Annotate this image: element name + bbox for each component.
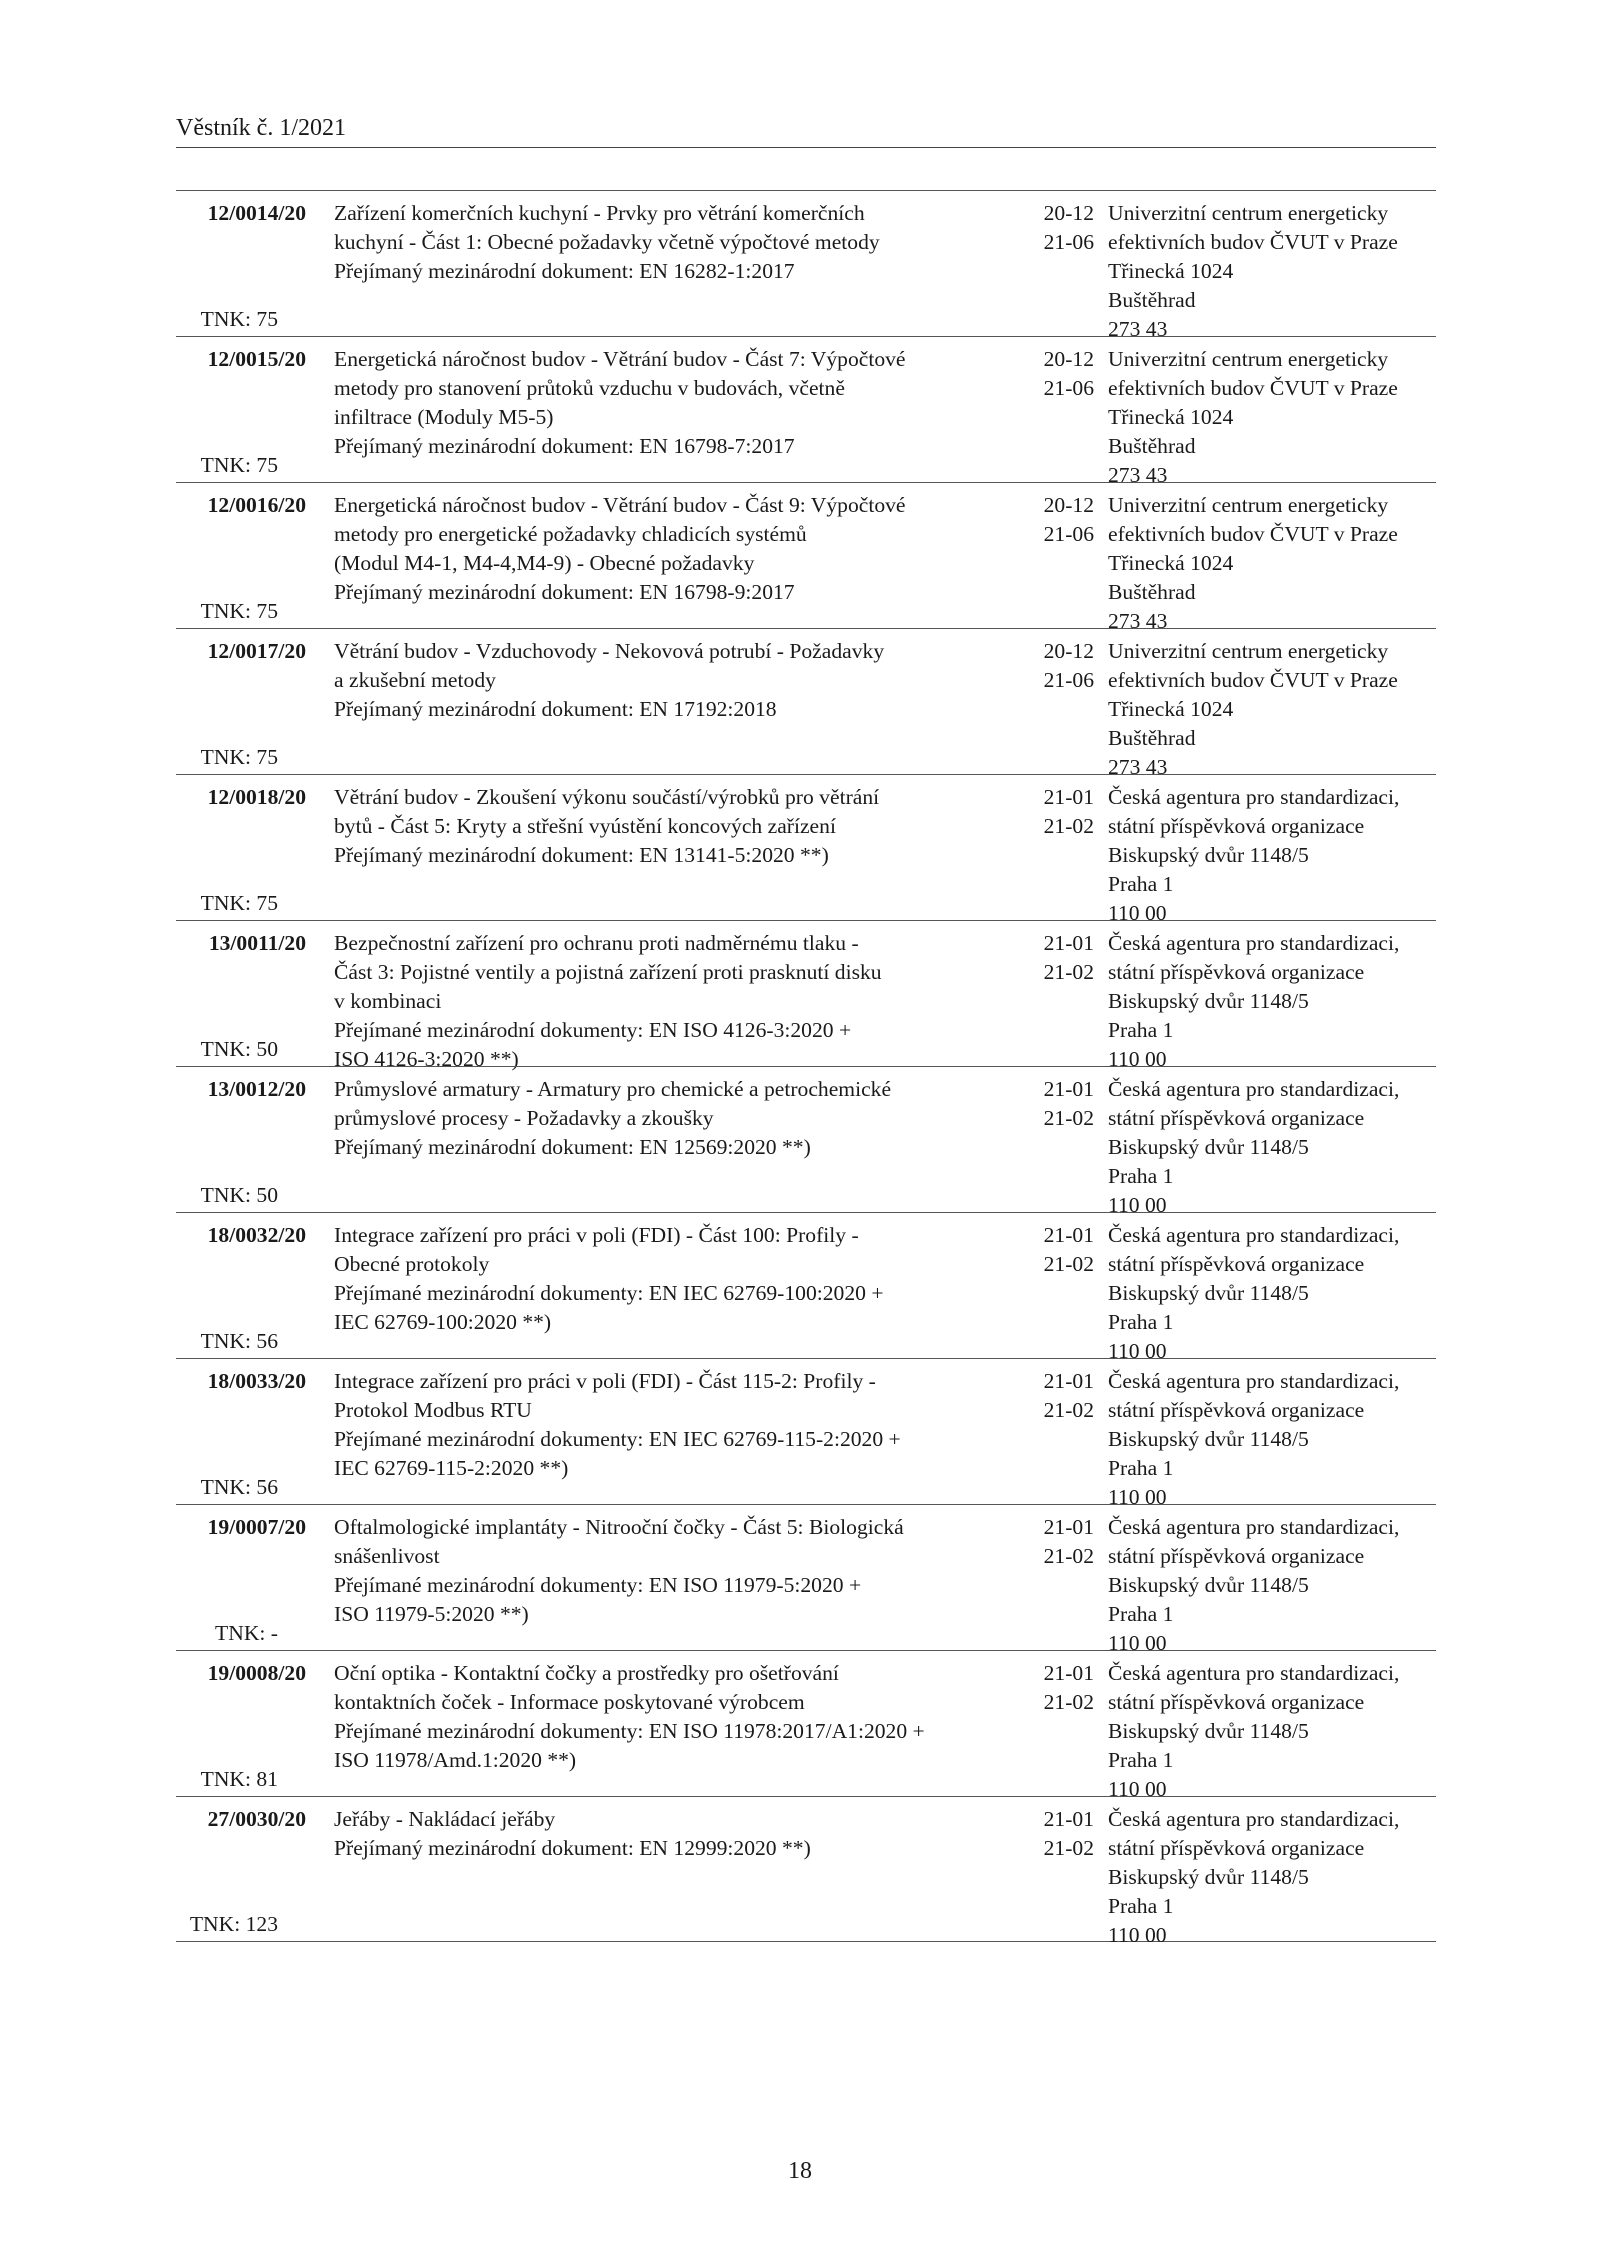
title-line: Přejímané mezinárodní dokumenty: EN ISO 4126-3:2020 + bbox=[334, 1018, 852, 1042]
entry-number: 19/0008/20 bbox=[207, 1661, 306, 1685]
title-line: Průmyslové armatury - Armatury pro chemické a petrochemické bbox=[334, 1077, 892, 1101]
standards-table bbox=[176, 190, 1436, 1947]
entry-tnk: TNK: 75 bbox=[200, 891, 278, 915]
title-line: Obecné protokoly bbox=[334, 1252, 490, 1276]
processor-line: Buštěhrad bbox=[1108, 580, 1196, 604]
date-line: 20-12 bbox=[1043, 639, 1094, 663]
table-row bbox=[176, 1504, 1436, 1655]
date-line: 21-06 bbox=[1043, 376, 1094, 400]
entry-tnk: TNK: 75 bbox=[200, 599, 278, 623]
title-line: a zkušební metody bbox=[334, 668, 496, 692]
title-line: metody pro stanovení průtoků vzduchu v budovách, včetně bbox=[334, 376, 845, 400]
processor-line: 110 00 bbox=[1108, 1193, 1167, 1217]
title-line: metody pro energetické požadavky chladicích systémů bbox=[334, 522, 807, 546]
title-line: bytů - Část 5: Kryty a střešní vyústění koncových zařízení bbox=[334, 814, 836, 838]
processor-line: Třinecká 1024 bbox=[1108, 259, 1234, 283]
entry-id-cell bbox=[176, 1075, 306, 1210]
title-line: Protokol Modbus RTU bbox=[334, 1398, 532, 1422]
entry-title bbox=[334, 345, 994, 461]
processor-line: státní příspěvková organizace bbox=[1108, 1544, 1365, 1568]
title-line: snášenlivost bbox=[334, 1544, 440, 1568]
processor-line: Biskupský dvůr 1148/5 bbox=[1108, 1865, 1309, 1889]
processor-line: 110 00 bbox=[1108, 1339, 1167, 1363]
entry-dates bbox=[1014, 1805, 1094, 1863]
processor-line: 273 43 bbox=[1108, 317, 1168, 341]
processor-line: Česká agentura pro standardizaci, bbox=[1108, 1807, 1400, 1831]
processor-line: 273 43 bbox=[1108, 609, 1168, 633]
table-row bbox=[176, 628, 1436, 779]
processor-line: 110 00 bbox=[1108, 901, 1167, 925]
title-line: ISO 11979-5:2020 **) bbox=[334, 1602, 529, 1626]
entry-dates bbox=[1014, 637, 1094, 695]
title-line: Přejímaný mezinárodní dokument: EN 16282-1:2017 bbox=[334, 259, 795, 283]
entry-processor bbox=[1108, 637, 1438, 782]
entry-processor bbox=[1108, 783, 1438, 928]
title-line: v kombinaci bbox=[334, 989, 442, 1013]
entry-number: 12/0017/20 bbox=[207, 639, 306, 663]
processor-line: Praha 1 bbox=[1108, 1894, 1174, 1918]
title-line: Přejímané mezinárodní dokumenty: EN ISO 11979-5:2020 + bbox=[334, 1573, 862, 1597]
processor-line: Praha 1 bbox=[1108, 1456, 1174, 1480]
entry-tnk: TNK: - bbox=[215, 1621, 278, 1645]
entry-id-cell bbox=[176, 1221, 306, 1356]
entry-id-cell bbox=[176, 345, 306, 480]
processor-line: Česká agentura pro standardizaci, bbox=[1108, 1661, 1400, 1685]
date-line: 21-01 bbox=[1043, 1515, 1094, 1539]
title-line: Přejímaný mezinárodní dokument: EN 16798-9:2017 bbox=[334, 580, 795, 604]
processor-line: Univerzitní centrum energeticky bbox=[1108, 493, 1389, 517]
date-line: 21-06 bbox=[1043, 522, 1094, 546]
date-line: 21-01 bbox=[1043, 1807, 1094, 1831]
entry-id-cell bbox=[176, 199, 306, 334]
processor-line: Buštěhrad bbox=[1108, 726, 1196, 750]
processor-line: Buštěhrad bbox=[1108, 434, 1196, 458]
entry-id-cell bbox=[176, 929, 306, 1064]
title-line: Oční optika - Kontaktní čočky a prostředky pro ošetřování bbox=[334, 1661, 839, 1685]
entry-number: 27/0030/20 bbox=[207, 1807, 306, 1831]
entry-dates bbox=[1014, 929, 1094, 987]
date-line: 20-12 bbox=[1043, 201, 1094, 225]
header-divider bbox=[176, 147, 1436, 148]
title-line: Přejímaný mezinárodní dokument: EN 13141-5:2020 **) bbox=[334, 843, 829, 867]
entry-processor bbox=[1108, 929, 1438, 1074]
page-number: 18 bbox=[788, 2158, 812, 2184]
processor-line: Praha 1 bbox=[1108, 1748, 1174, 1772]
entry-title bbox=[334, 783, 994, 870]
title-line: Část 3: Pojistné ventily a pojistná zařízení proti prasknutí disku bbox=[334, 960, 882, 984]
date-line: 21-02 bbox=[1043, 1836, 1094, 1860]
entry-number: 12/0018/20 bbox=[207, 785, 306, 809]
entry-processor bbox=[1108, 1075, 1438, 1220]
processor-line: Česká agentura pro standardizaci, bbox=[1108, 931, 1400, 955]
processor-line: Univerzitní centrum energeticky bbox=[1108, 347, 1389, 371]
title-line: Přejímané mezinárodní dokumenty: EN IEC 62769-115-2:2020 + bbox=[334, 1427, 901, 1451]
processor-line: Česká agentura pro standardizaci, bbox=[1108, 1369, 1400, 1393]
entry-number: 13/0011/20 bbox=[208, 931, 306, 955]
table-row bbox=[176, 482, 1436, 633]
entry-number: 18/0032/20 bbox=[207, 1223, 306, 1247]
entry-processor bbox=[1108, 1659, 1438, 1804]
title-line: IEC 62769-100:2020 **) bbox=[334, 1310, 552, 1334]
title-line: Jeřáby - Nakládací jeřáby bbox=[334, 1807, 556, 1831]
entry-dates bbox=[1014, 1659, 1094, 1717]
processor-line: efektivních budov ČVUT v Praze bbox=[1108, 230, 1398, 254]
entry-title bbox=[334, 1659, 994, 1775]
entry-processor bbox=[1108, 1513, 1438, 1658]
date-line: 21-01 bbox=[1043, 1077, 1094, 1101]
entry-id-cell bbox=[176, 637, 306, 772]
date-line: 21-02 bbox=[1043, 1690, 1094, 1714]
entry-number: 12/0016/20 bbox=[207, 493, 306, 517]
processor-line: státní příspěvková organizace bbox=[1108, 814, 1365, 838]
entry-title bbox=[334, 637, 994, 724]
entry-tnk: TNK: 123 bbox=[189, 1912, 278, 1936]
title-line: Oftalmologické implantáty - Nitrooční čočky - Část 5: Biologická bbox=[334, 1515, 904, 1539]
entry-tnk: TNK: 75 bbox=[200, 307, 278, 331]
title-line: Integrace zařízení pro práci v poli (FDI) - Část 100: Profily - bbox=[334, 1223, 859, 1247]
entry-processor bbox=[1108, 491, 1438, 636]
title-line: Integrace zařízení pro práci v poli (FDI) - Část 115-2: Profily - bbox=[334, 1369, 876, 1393]
processor-line: Česká agentura pro standardizaci, bbox=[1108, 1515, 1400, 1539]
entry-dates bbox=[1014, 783, 1094, 841]
processor-line: Praha 1 bbox=[1108, 1310, 1174, 1334]
title-line: Větrání budov - Zkoušení výkonu součástí/výrobků pro větrání bbox=[334, 785, 880, 809]
date-line: 21-02 bbox=[1043, 1252, 1094, 1276]
entry-processor bbox=[1108, 199, 1438, 344]
entry-id-cell bbox=[176, 1513, 306, 1648]
entry-tnk: TNK: 75 bbox=[200, 453, 278, 477]
table-row bbox=[176, 1796, 1436, 1947]
processor-line: 273 43 bbox=[1108, 755, 1168, 779]
entry-dates bbox=[1014, 199, 1094, 257]
entry-id-cell bbox=[176, 1659, 306, 1794]
date-line: 21-01 bbox=[1043, 785, 1094, 809]
entry-processor bbox=[1108, 1221, 1438, 1366]
title-line: Přejímané mezinárodní dokumenty: EN IEC 62769-100:2020 + bbox=[334, 1281, 884, 1305]
processor-line: Česká agentura pro standardizaci, bbox=[1108, 1223, 1400, 1247]
entry-dates bbox=[1014, 345, 1094, 403]
processor-line: Univerzitní centrum energeticky bbox=[1108, 639, 1389, 663]
processor-line: Třinecká 1024 bbox=[1108, 697, 1234, 721]
table-row bbox=[176, 1358, 1436, 1509]
processor-line: Česká agentura pro standardizaci, bbox=[1108, 785, 1400, 809]
table-row bbox=[176, 774, 1436, 925]
processor-line: Buštěhrad bbox=[1108, 288, 1196, 312]
entry-title bbox=[334, 491, 994, 607]
date-line: 21-01 bbox=[1043, 1369, 1094, 1393]
entry-title bbox=[334, 199, 994, 286]
processor-line: Třinecká 1024 bbox=[1108, 551, 1234, 575]
entry-tnk: TNK: 56 bbox=[200, 1475, 278, 1499]
title-line: kuchyní - Část 1: Obecné požadavky včetně výpočtové metody bbox=[334, 230, 880, 254]
date-line: 21-02 bbox=[1043, 1544, 1094, 1568]
processor-line: Biskupský dvůr 1148/5 bbox=[1108, 1427, 1309, 1451]
processor-line: státní příspěvková organizace bbox=[1108, 1398, 1365, 1422]
entry-dates bbox=[1014, 491, 1094, 549]
entry-number: 12/0014/20 bbox=[207, 201, 306, 225]
table-row bbox=[176, 1066, 1436, 1217]
entry-tnk: TNK: 81 bbox=[200, 1767, 278, 1791]
title-line: (Modul M4-1, M4-4,M4-9) - Obecné požadavky bbox=[334, 551, 755, 575]
entry-title bbox=[334, 1805, 994, 1863]
date-line: 20-12 bbox=[1043, 493, 1094, 517]
entry-title bbox=[334, 1221, 994, 1337]
processor-line: Biskupský dvůr 1148/5 bbox=[1108, 1281, 1309, 1305]
title-line: Energetická náročnost budov - Větrání budov - Část 9: Výpočtové bbox=[334, 493, 906, 517]
entry-id-cell bbox=[176, 1805, 306, 1939]
processor-line: 110 00 bbox=[1108, 1047, 1167, 1071]
title-line: Přejímaný mezinárodní dokument: EN 12569:2020 **) bbox=[334, 1135, 811, 1159]
title-line: Energetická náročnost budov - Větrání budov - Část 7: Výpočtové bbox=[334, 347, 906, 371]
table-row bbox=[176, 920, 1436, 1071]
entry-tnk: TNK: 56 bbox=[200, 1329, 278, 1353]
processor-line: státní příspěvková organizace bbox=[1108, 1106, 1365, 1130]
entry-id-cell bbox=[176, 491, 306, 626]
processor-line: 110 00 bbox=[1108, 1777, 1167, 1801]
entry-processor bbox=[1108, 345, 1438, 490]
entry-number: 13/0012/20 bbox=[207, 1077, 306, 1101]
entry-id-cell bbox=[176, 783, 306, 918]
entry-title bbox=[334, 1075, 994, 1162]
date-line: 21-01 bbox=[1043, 1223, 1094, 1247]
processor-line: efektivních budov ČVUT v Praze bbox=[1108, 522, 1398, 546]
processor-line: státní příspěvková organizace bbox=[1108, 1690, 1365, 1714]
entry-dates bbox=[1014, 1513, 1094, 1571]
date-line: 21-06 bbox=[1043, 668, 1094, 692]
processor-line: Biskupský dvůr 1148/5 bbox=[1108, 989, 1309, 1013]
processor-line: 110 00 bbox=[1108, 1485, 1167, 1509]
processor-line: Biskupský dvůr 1148/5 bbox=[1108, 1719, 1309, 1743]
entry-title bbox=[334, 1367, 994, 1483]
title-line: infiltrace (Moduly M5-5) bbox=[334, 405, 554, 429]
title-line: Přejímané mezinárodní dokumenty: EN ISO 11978:2017/A1:2020 + bbox=[334, 1719, 925, 1743]
processor-line: Praha 1 bbox=[1108, 1164, 1174, 1188]
date-line: 21-02 bbox=[1043, 814, 1094, 838]
title-line: kontaktních čoček - Informace poskytované výrobcem bbox=[334, 1690, 805, 1714]
title-line: Přejímaný mezinárodní dokument: EN 17192:2018 bbox=[334, 697, 777, 721]
entry-processor bbox=[1108, 1367, 1438, 1512]
processor-line: státní příspěvková organizace bbox=[1108, 960, 1365, 984]
processor-line: 110 00 bbox=[1108, 1631, 1167, 1655]
date-line: 21-01 bbox=[1043, 931, 1094, 955]
date-line: 21-02 bbox=[1043, 1106, 1094, 1130]
table-row bbox=[176, 336, 1436, 487]
entry-tnk: TNK: 50 bbox=[200, 1183, 278, 1207]
title-line: Větrání budov - Vzduchovody - Nekovová potrubí - Požadavky bbox=[334, 639, 885, 663]
entry-number: 12/0015/20 bbox=[207, 347, 306, 371]
date-line: 21-02 bbox=[1043, 1398, 1094, 1422]
processor-line: Praha 1 bbox=[1108, 1018, 1174, 1042]
entry-number: 18/0033/20 bbox=[207, 1369, 306, 1393]
table-row bbox=[176, 1212, 1436, 1363]
table-row bbox=[176, 1650, 1436, 1801]
title-line: IEC 62769-115-2:2020 **) bbox=[334, 1456, 569, 1480]
title-line: ISO 11978/Amd.1:2020 **) bbox=[334, 1748, 577, 1772]
processor-line: efektivních budov ČVUT v Praze bbox=[1108, 668, 1398, 692]
date-line: 20-12 bbox=[1043, 347, 1094, 371]
entry-title bbox=[334, 1513, 994, 1629]
entry-tnk: TNK: 75 bbox=[200, 745, 278, 769]
processor-line: 273 43 bbox=[1108, 463, 1168, 487]
date-line: 21-01 bbox=[1043, 1661, 1094, 1685]
title-line: Bezpečnostní zařízení pro ochranu proti nadměrnému tlaku - bbox=[334, 931, 859, 955]
title-line: Přejímaný mezinárodní dokument: EN 16798-7:2017 bbox=[334, 434, 795, 458]
date-line: 21-02 bbox=[1043, 960, 1094, 984]
entry-dates bbox=[1014, 1221, 1094, 1279]
entry-dates bbox=[1014, 1075, 1094, 1133]
processor-line: 110 00 bbox=[1108, 1923, 1167, 1947]
entry-dates bbox=[1014, 1367, 1094, 1425]
entry-number: 19/0007/20 bbox=[207, 1515, 306, 1539]
entry-title bbox=[334, 929, 994, 1074]
processor-line: Praha 1 bbox=[1108, 1602, 1174, 1626]
entry-id-cell bbox=[176, 1367, 306, 1502]
table-row bbox=[176, 190, 1436, 341]
processor-line: Biskupský dvůr 1148/5 bbox=[1108, 843, 1309, 867]
title-line: Zařízení komerčních kuchyní - Prvky pro větrání komerčních bbox=[334, 201, 865, 225]
page-header: Věstník č. 1/2021 bbox=[176, 115, 346, 141]
processor-line: Univerzitní centrum energeticky bbox=[1108, 201, 1389, 225]
processor-line: státní příspěvková organizace bbox=[1108, 1252, 1365, 1276]
processor-line: Česká agentura pro standardizaci, bbox=[1108, 1077, 1400, 1101]
date-line: 21-06 bbox=[1043, 230, 1094, 254]
processor-line: Biskupský dvůr 1148/5 bbox=[1108, 1573, 1309, 1597]
processor-line: efektivních budov ČVUT v Praze bbox=[1108, 376, 1398, 400]
title-line: Přejímaný mezinárodní dokument: EN 12999:2020 **) bbox=[334, 1836, 811, 1860]
processor-line: státní příspěvková organizace bbox=[1108, 1836, 1365, 1860]
processor-line: Praha 1 bbox=[1108, 872, 1174, 896]
processor-line: Třinecká 1024 bbox=[1108, 405, 1234, 429]
title-line: průmyslové procesy - Požadavky a zkoušky bbox=[334, 1106, 714, 1130]
title-line: ISO 4126-3:2020 **) bbox=[334, 1047, 519, 1071]
entry-tnk: TNK: 50 bbox=[200, 1037, 278, 1061]
entry-processor bbox=[1108, 1805, 1438, 1950]
processor-line: Biskupský dvůr 1148/5 bbox=[1108, 1135, 1309, 1159]
